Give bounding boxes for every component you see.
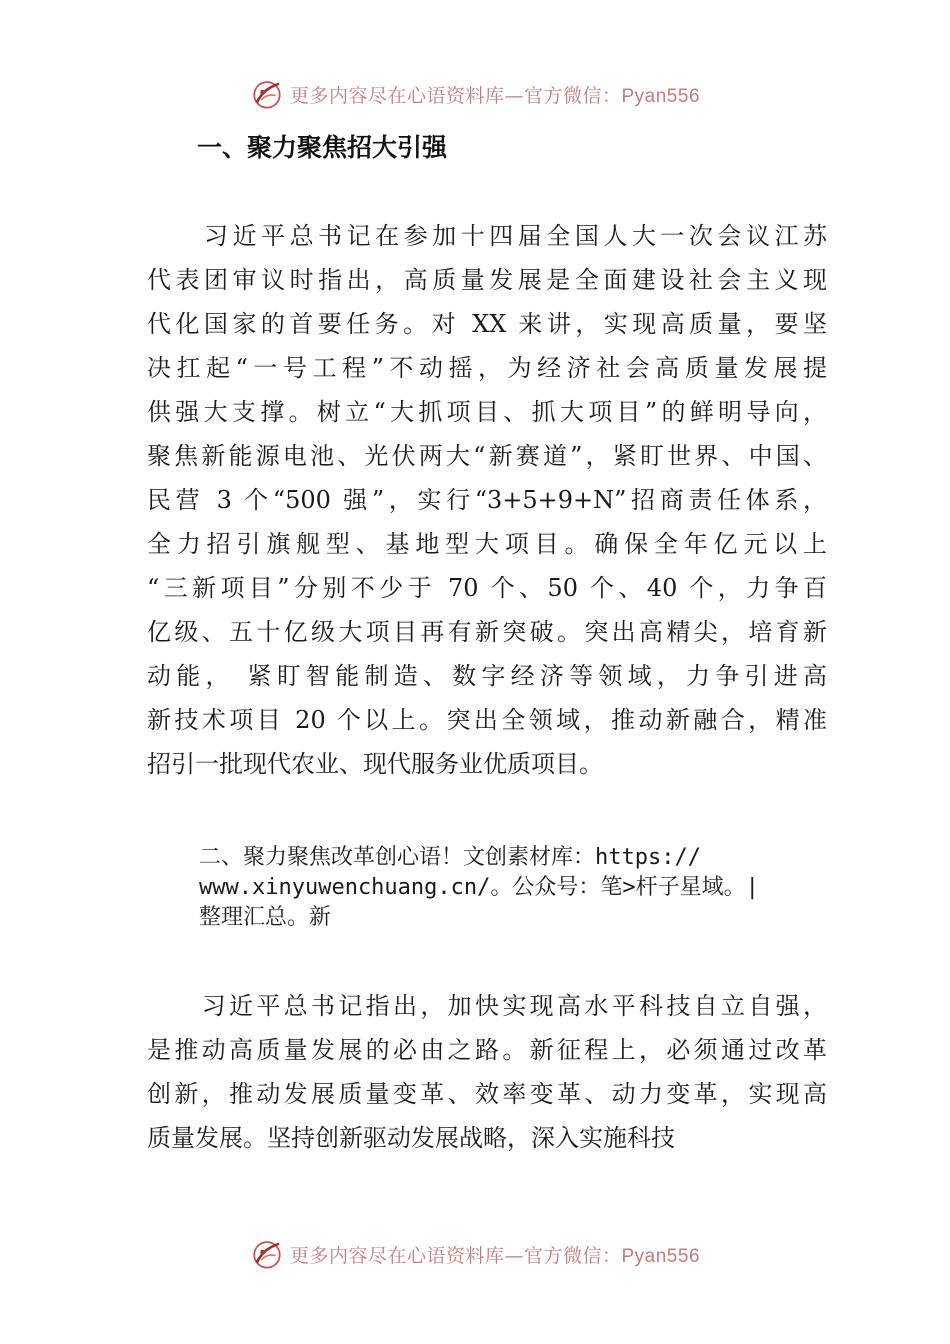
section-heading-1: 一、聚力聚焦招大引强: [197, 133, 448, 162]
paragraph-line: 是推动高质量发展的必由之路。新征程上，必须通过改革: [147, 1036, 827, 1064]
paragraph-line: “三新项目”分别不少于 70 个、50 个、40 个，力争百: [147, 574, 827, 602]
banner-wechat: Pyan556: [621, 85, 701, 107]
header-watermark-banner: [0, 72, 950, 116]
paragraph-line: 质量发展。坚持创新驱动发展战略，深入实施科技: [147, 1124, 675, 1152]
heading-line: 整理汇总。新: [199, 905, 332, 930]
section-2-paragraph: [147, 984, 827, 1160]
paragraph-line: 习近平总书记在参加十四届全国人大一次会议江苏: [147, 222, 827, 250]
paragraph-line: 供强大支撑。树立“大抓项目、抓大项目”的鲜明导向，: [147, 398, 827, 426]
paragraph-line: 聚焦新能源电池、光伏两大“新赛道”，紧盯世界、中国、: [147, 442, 827, 470]
paragraph-line: 决扛起“一号工程”不动摇，为经济社会高质量发展提: [147, 354, 827, 382]
footer-watermark-text: [290, 1241, 700, 1268]
paragraph-line: 民营 3 个“500 强”，实行“3+5+9+N”招商责任体系，: [147, 486, 827, 514]
section-heading-2: [199, 843, 829, 933]
brand-logo-icon: [250, 1237, 284, 1271]
paragraph-line: 习近平总书记指出，加快实现高水平科技自立自强，: [147, 992, 827, 1020]
paragraph-line: 亿级、五十亿级大项目再有新突破。突出高精尖，培育新: [147, 618, 827, 646]
banner-text: 更多内容尽在心语资料库—官方微信：: [289, 1244, 622, 1267]
section-1-paragraph: [147, 214, 827, 786]
paragraph-line: 创新，推动发展质量变革、效率变革、动力变革，实现高: [147, 1080, 827, 1108]
header-watermark-text: [290, 81, 700, 108]
paragraph-line: 新技术项目 20 个以上。突出全领域，推动新融合，精准: [147, 706, 827, 734]
banner-text: 更多内容尽在心语资料库—官方微信：: [289, 84, 622, 107]
paragraph-line: 招引一批现代农业、现代服务业优质项目。: [147, 750, 603, 778]
paragraph-line: 代化国家的首要任务。对 XX 来讲，实现高质量，要坚: [147, 310, 827, 338]
paragraph-line: 代表团审议时指出，高质量发展是全面建设社会主义现: [147, 266, 827, 294]
paragraph-line: 动能， 紧盯智能制造、数字经济等领域，力争引进高: [147, 662, 827, 690]
footer-watermark-banner: [0, 1232, 950, 1276]
banner-wechat: Pyan556: [621, 1245, 701, 1267]
heading-line: 二、聚力聚焦改革创心语！文创素材库：https://: [199, 845, 701, 870]
heading-line: www.xinyuwenchuang.cn/。公众号：笔>杆子星域。|: [199, 875, 759, 900]
brand-logo-icon: [250, 77, 284, 111]
paragraph-line: 全力招引旗舰型、基地型大项目。确保全年亿元以上: [147, 530, 827, 558]
